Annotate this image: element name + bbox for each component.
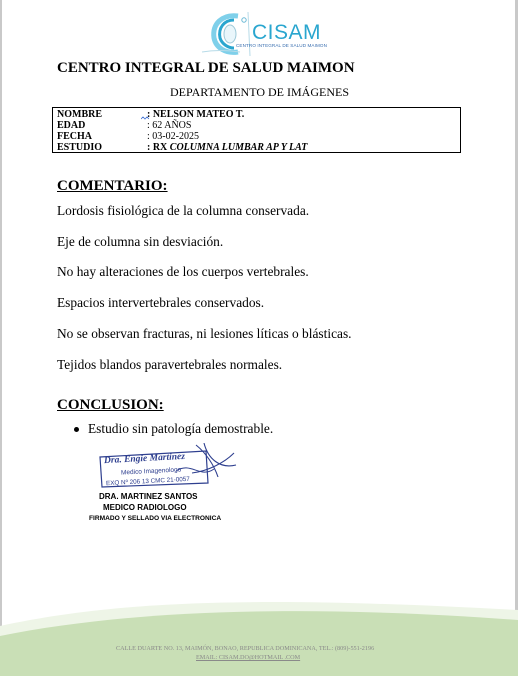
logo-wordmark: CISAM xyxy=(252,21,322,44)
comment-paragraph: No hay alteraciones de los cuerpos vertebrales. xyxy=(57,264,309,279)
study-name: COLUMNA LUMBAR AP Y LAT xyxy=(169,142,308,153)
footer-email: EMAIL: CISAM.DO@HOTMAIL .COM xyxy=(196,654,301,661)
footer-wave-decoration xyxy=(0,596,518,676)
bullet-icon xyxy=(74,427,79,432)
patient-value: : 03-02-2025 xyxy=(147,131,199,142)
logo-subtitle: CENTRO INTEGRAL DE SALUD MAIMON xyxy=(236,43,327,48)
patient-label: ESTUDIO xyxy=(57,142,103,153)
patient-label: EDAD xyxy=(57,120,86,131)
conclusion-item: Estudio sin patología demostrable. xyxy=(88,421,274,436)
patient-info-box xyxy=(52,107,461,153)
conclusion-heading: CONCLUSION: xyxy=(57,397,164,413)
stamp-title: Medico Imagenologo xyxy=(120,466,182,477)
study-prefix: : RX xyxy=(147,142,170,153)
patient-value xyxy=(147,142,307,153)
department-title: DEPARTAMENTO DE IMÁGENES xyxy=(170,85,349,99)
doctor-name: DRA. MARTINEZ SANTOS xyxy=(99,492,198,501)
comment-paragraph: Lordosis fisiológica de la columna conservada. xyxy=(57,203,310,218)
stamp-exequatur: EXQ Nº 206 13 CMC 21-0057 xyxy=(105,475,190,488)
doctor-title: MEDICO RADIOLOGO xyxy=(103,503,187,512)
patient-label: NOMBRE xyxy=(57,109,102,120)
stamp-name: Dra. Engie Martinez xyxy=(103,451,186,467)
comment-heading: COMENTARIO: xyxy=(57,178,168,194)
footer-address: CALLE DUARTE NO. 13, MAIMÓN, BONAO, REPUBLICA DOMINICANA, TEL.: (809)-551-2196 xyxy=(116,645,375,652)
patient-label: FECHA xyxy=(57,131,92,142)
page-border-left xyxy=(0,0,2,676)
patient-value: : NELSON MATEO T. xyxy=(147,109,245,120)
logo-emblem-icon xyxy=(200,10,260,58)
comment-paragraph: No se observan fracturas, ni lesiones líticas o blásticas. xyxy=(57,326,352,341)
comment-paragraph: Tejidos blandos paravertebrales normales. xyxy=(57,357,283,372)
patient-value: : 62 AÑOS xyxy=(147,120,192,131)
signature-note: FIRMADO Y SELLADO VIA ELECTRONICA xyxy=(89,515,222,522)
comment-paragraph: Eje de columna sin desviación. xyxy=(57,234,224,249)
comment-paragraph: Espacios intervertebrales conservados. xyxy=(57,295,265,310)
organization-title: CENTRO INTEGRAL DE SALUD MAIMON xyxy=(57,60,355,76)
cisam-logo xyxy=(200,10,330,58)
